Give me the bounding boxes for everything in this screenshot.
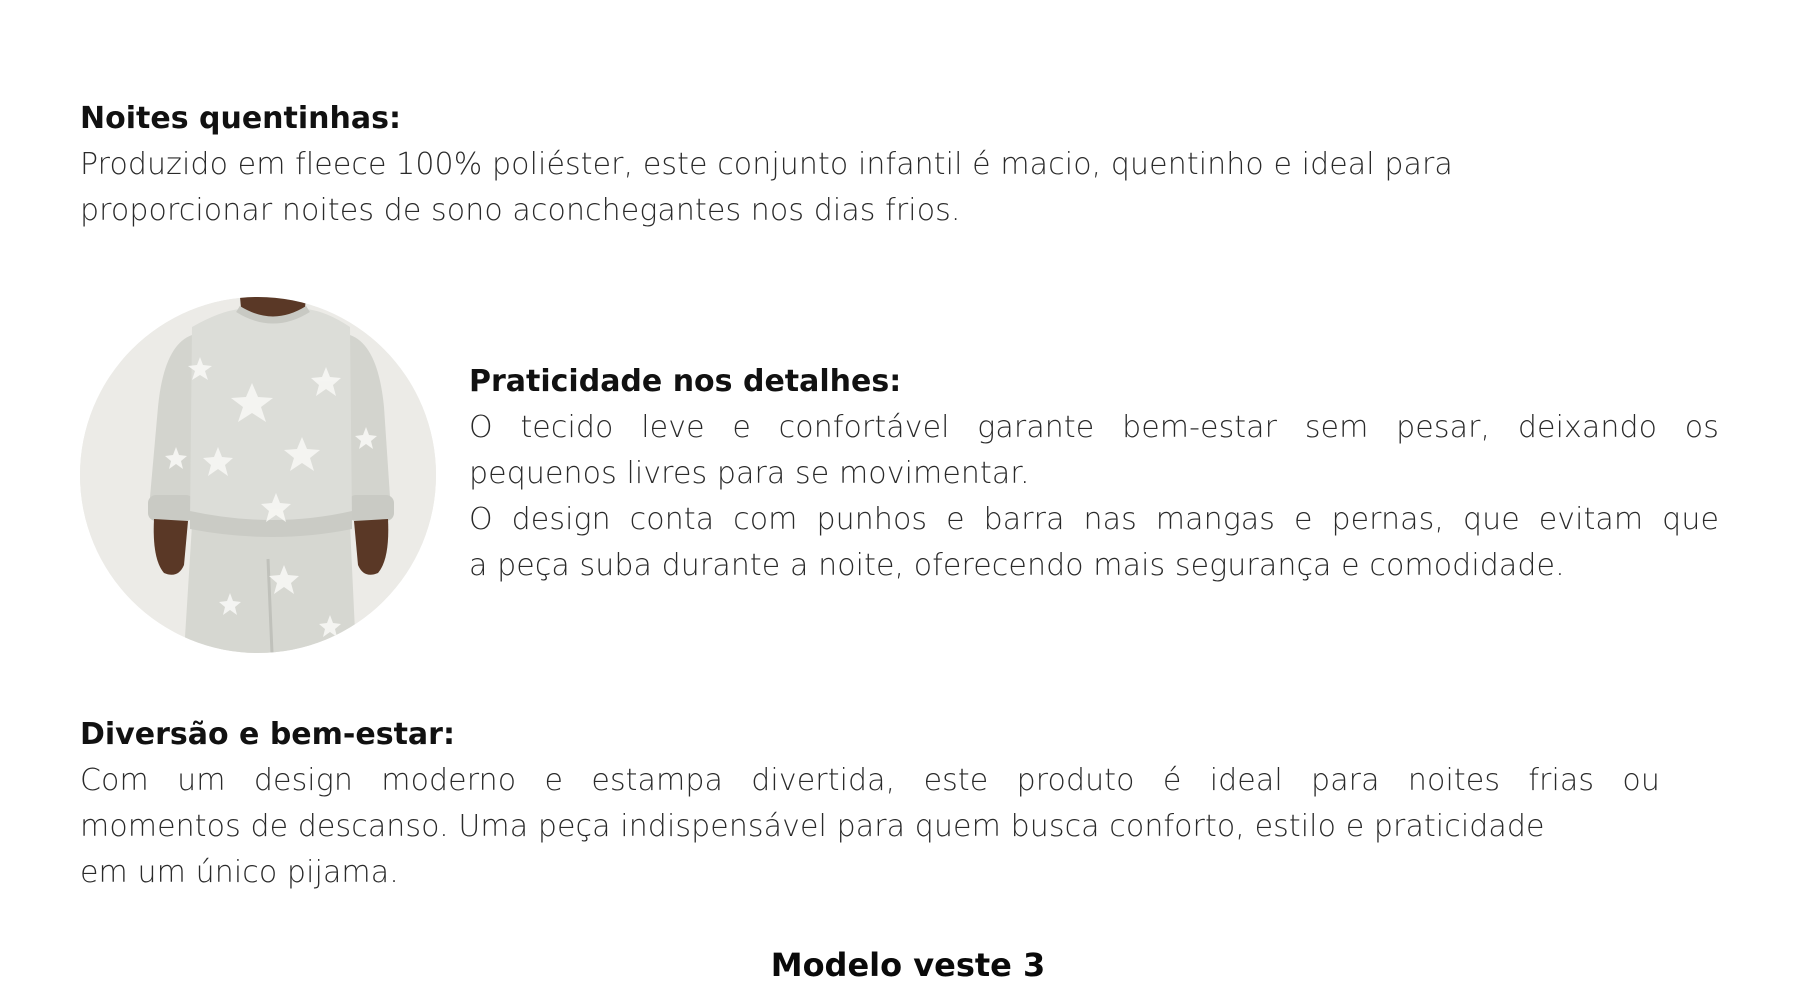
body-line: a peça suba durante a noite, oferecendo mais segurança e comodidade. [469,548,1565,583]
child-pajama-illustration [80,297,436,653]
body-line: Produzido em fleece 100% poliéster, este conjunto infantil é macio, quentinho e ideal para [80,147,1453,182]
body-line: Com um design moderno e estampa divertida, este produto é ideal para noites frias ou [80,763,1660,798]
body-line: O design conta com punhos e barra nas mangas e pernas, que evitam que [469,502,1719,537]
body-line: em um único pijama. [80,855,399,890]
body-line: momentos de descanso. Uma peça indispensável para quem busca conforto, estilo e praticidade [80,809,1545,844]
section-body-praticidade [469,405,1719,589]
section-title-noites-quentinhas: Noites quentinhas: [80,101,401,136]
body-line: proporcionar noites de sono aconchegantes nos dias frios. [80,193,961,228]
body-line: pequenos livres para se movimentar. [469,456,1030,491]
model-size-note: Modelo veste 3 [770,946,1046,984]
section-title-diversao: Diversão e bem-estar: [80,717,455,752]
section-body-diversao [80,758,1660,896]
section-body-noites-quentinhas [80,142,1500,234]
section-title-praticidade: Praticidade nos detalhes: [469,364,902,399]
body-line: O tecido leve e confortável garante bem-estar sem pesar, deixando os [469,410,1719,445]
product-photo [80,297,436,653]
